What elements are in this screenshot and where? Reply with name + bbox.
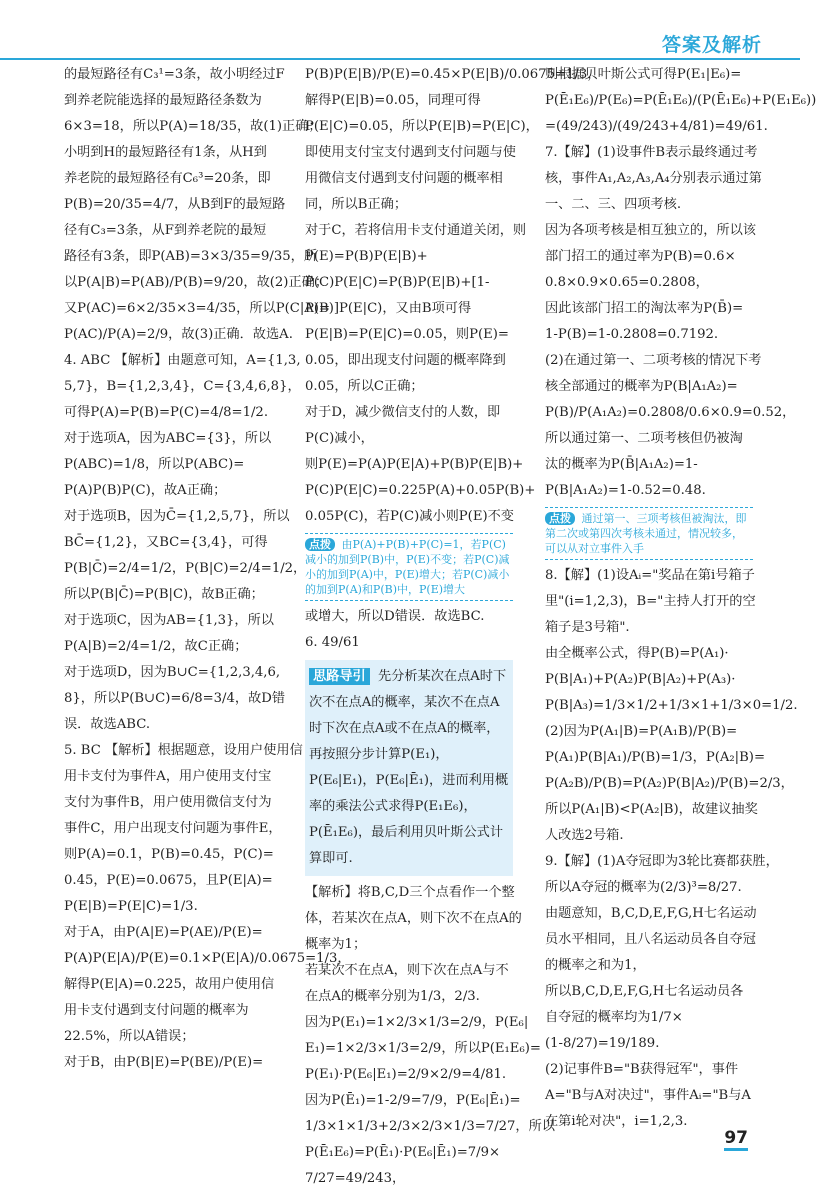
text-line: 22.5%，所以A错误； xyxy=(64,1029,195,1044)
text-line: P(B)P(E|B)/P(E)=0.45×P(E|B)/0.0675=1/3， xyxy=(305,67,601,82)
text-line: 对于C，若将信用卡支付通道关闭，则 xyxy=(305,223,527,238)
text-line: P(A)P(E|A)/P(E)=0.1×P(E|A)/0.0675=1/3， xyxy=(64,951,351,966)
text-line: P(B|A₃)=1/3×1/2+1/3×1+1/3×0=1/2. xyxy=(545,698,798,713)
text-line: 里"(i=1,2,3)，B="主持人打开的空 xyxy=(545,594,756,609)
text-line: 事件C，用户出现支付问题为事件E， xyxy=(64,821,282,836)
text-line: 则P(A)=0.1，P(B)=0.45，P(C)= xyxy=(64,847,274,862)
text-line: 所以B,C,D,E,F,G,H七名运动员各 xyxy=(545,984,744,999)
text-line: 径有C₃=3条，从F到养老院的最短 xyxy=(64,223,267,238)
text-line: 箱子是3号箱". xyxy=(545,620,630,635)
text-line: 用卡支付为事件A，用户使用支付宝 xyxy=(64,769,272,784)
text-line: 对于选项B，因为C̄={1,2,5,7}，所以 xyxy=(64,509,290,524)
text-line: (2)在通过第一、二项考核的情况下考 xyxy=(545,353,762,368)
text-line: P(B)/P(A₁A₂)=0.2808/0.6×0.9=0.52， xyxy=(545,405,796,420)
text-line: 员水平相同，且八名运动员各自夺冠 xyxy=(545,932,756,947)
text-line: 核全部通过的概率为P(B|A₁A₂)= xyxy=(545,379,738,394)
tip-box xyxy=(545,507,753,560)
text-line: 因此该部门招工的淘汰率为P(B̄)= xyxy=(545,301,744,316)
text-line: 部门招工的通过率为P(B)=0.6× xyxy=(545,249,736,264)
text-line: 0.05，即出现支付问题的概率降到 xyxy=(305,353,506,368)
text-line: 到养老院能选择的最短路径条数为 xyxy=(64,93,262,108)
page-header xyxy=(0,0,800,62)
text-line: 自夺冠的概率均为1/7× xyxy=(545,1010,683,1025)
text-line: P(Ē₁E₆)=P(Ē₁)·P(E₆|Ē₁)=7/9× xyxy=(305,1145,501,1160)
text-line: 0.05P(C)，若P(C)减小则P(E)不变 xyxy=(305,509,514,524)
tip-text: 通过第一、三项考核但被淘汰，即第二次或第四次考核未通过，情况较多，可以从对立事件入手 xyxy=(545,512,747,555)
text-line: 0.05，所以C正确； xyxy=(305,379,424,394)
tip-box xyxy=(305,533,513,601)
text-line: 7.【解】(1)设事件B表示最终通过考 xyxy=(545,145,758,160)
text-line: 因为各项考核是相互独立的，所以该 xyxy=(545,223,756,238)
text-line: 概率为1； xyxy=(305,937,367,952)
text-line: 5,7}，B={1,2,3,4}，C={3,4,6,8}， xyxy=(64,379,301,394)
header-divider xyxy=(0,58,800,60)
tip-tag: 点拨 xyxy=(545,512,575,525)
text-line: P(B|C̄)=2/4=1/2，P(B|C)=2/4=1/2， xyxy=(64,561,307,576)
text-line: 因为P(E₁)=1×2/3×1/3=2/9，P(E₆| xyxy=(305,1015,529,1030)
text-line: P(B|A₁)+P(A₂)P(B|A₂)+P(A₃)· xyxy=(545,672,736,687)
text-line: (2)记事件B="B获得冠军"，事件 xyxy=(545,1062,739,1077)
text-line: (2)因为P(A₁|B)=P(A₁B)/P(B)= xyxy=(545,724,738,739)
text-line: 8.【解】(1)设Aᵢ="奖品在第i号箱子 xyxy=(545,568,755,583)
page-title: 答案及解析 xyxy=(661,34,762,56)
text-line: 则P(E)=P(A)P(E|A)+P(B)P(E|B)+ xyxy=(305,457,524,472)
text-line: P(B|A₁A₂)=1-0.52=0.48. xyxy=(545,483,706,498)
text-line: 0.45，P(E)=0.0675，且P(E|A)= xyxy=(64,873,273,888)
text-line: P(B)]P(E|C)，又由B项可得 xyxy=(305,301,472,316)
text-line: P(E|B)=P(E|C)=1/3. xyxy=(64,899,198,914)
text-line: 在第i轮对决"，i=1,2,3. xyxy=(545,1114,688,1129)
text-line: 的概率之和为1， xyxy=(545,958,646,973)
text-line: A="B与A对决过"，事件Aᵢ="B与A xyxy=(545,1088,751,1103)
text-line: P(C)P(E|C)=0.225P(A)+0.05P(B)+ xyxy=(305,483,536,498)
text-line: BC̄={1,2}，又BC={3,4}，可得 xyxy=(64,535,268,550)
text-line: P(C)P(E|C)=P(B)P(E|B)+[1- xyxy=(305,275,490,290)
text-line: 在点A的概率分别为1/3，2/3. xyxy=(305,989,480,1004)
text-line: P(Ē₁E₆)/P(E₆)=P(Ē₁E₆)/(P(Ē₁E₆)+P(E₁E₆)) xyxy=(545,93,816,108)
text-line: 小明到H的最短路径有1条，从H到 xyxy=(64,145,267,160)
text-line: 所以A夺冠的概率为(2/3)³=8/27. xyxy=(545,880,742,895)
text-line: 所以P(A₁|B)<P(A₂|B)，故建议抽奖 xyxy=(545,802,758,817)
text-line: E₁)=1×2/3×1/3=2/9，所以P(E₁E₆)= xyxy=(305,1041,541,1056)
text-line: 用卡支付遇到支付问题的概率为 xyxy=(64,1003,249,1018)
text-line: P(ABC)=1/8，所以P(ABC)= xyxy=(64,457,245,472)
text-line: 则根据贝叶斯公式可得P(E₁|E₆)= xyxy=(545,67,742,82)
answer-text xyxy=(545,563,798,1135)
text-line: 对于选项C，因为AB={1,3}，所以 xyxy=(64,613,274,628)
text-line: P(A₁)P(B|A₁)/P(B)=1/3，P(A₂|B)= xyxy=(545,750,765,765)
text-line: P(E₁)·P(E₆|E₁)=2/9×2/9=4/81. xyxy=(305,1067,507,1082)
text-line: 若某次不在点A，则下次在点A与不 xyxy=(305,963,509,978)
answer-text xyxy=(305,604,513,656)
text-line: 因为P(Ē₁)=1-2/9=7/9，P(E₆|Ē₁)= xyxy=(305,1093,521,1108)
text-line: 对于B，由P(B|E)=P(BE)/P(E)= xyxy=(64,1055,264,1070)
column-right xyxy=(545,62,816,1135)
tip-text: 由P(A)+P(B)+P(C)=1，若P(C)减小的加到P(B)中，P(E)不变；若P(C)减小的加到P(A)中，P(E)增大；若P(C)减小的加到P(A)和P(B)中，P(E)增大 xyxy=(305,538,510,596)
text-line: P(A₂B)/P(B)=P(A₂)P(B|A₂)/P(B)=2/3， xyxy=(545,776,794,791)
text-line: 对于A，由P(A|E)=P(AE)/P(E)= xyxy=(64,925,263,940)
text-line: 由题意知，B,C,D,E,F,G,H七名运动 xyxy=(545,906,757,921)
text-line: 8}，所以P(B∪C)=6/8=3/4，故D错 xyxy=(64,691,286,706)
text-line: P(E|B)=P(E|C)=0.05，则P(E)= xyxy=(305,327,509,342)
tip-tag: 点拨 xyxy=(305,538,335,551)
text-line: 6. 49/61 xyxy=(305,635,360,650)
text-line: =(49/243)/(49/243+4/81)=49/61. xyxy=(545,119,768,134)
text-line: P(AC)/P(A)=2/9，故(3)正确．故选A. xyxy=(64,327,293,342)
text-line: 的最短路径有C₃¹=3条，故小明经过F xyxy=(64,67,285,82)
text-line: 1-P(B)=1-0.2808=0.7192. xyxy=(545,327,719,342)
answer-text xyxy=(305,880,555,1192)
text-line: 对于选项A，因为ABC={3}，所以 xyxy=(64,431,272,446)
text-line: P(E|C)=0.05，所以P(E|B)=P(E|C)， xyxy=(305,119,539,134)
text-line: 以P(A|B)=P(AB)/P(B)=9/20，故(2)正确； xyxy=(64,275,329,290)
text-line: 可得P(A)=P(B)=P(C)=4/8=1/2. xyxy=(64,405,269,420)
text-line: P(E)=P(B)P(E|B)+ xyxy=(305,249,428,264)
text-line: 1/3×1×1/3+2/3×2/3×1/3=7/27，所以 xyxy=(305,1119,555,1134)
text-line: 路径有3条，即P(AB)=3×3/35=9/35，所 xyxy=(64,249,318,264)
text-line: 核，事件A₁,A₂,A₃,A₄分别表示通过第 xyxy=(545,171,762,186)
text-line: 对于D，减少微信支付的人数，即 xyxy=(305,405,501,420)
text-line: 【解析】将B,C,D三个点看作一个整 xyxy=(305,885,515,900)
text-line: 同，所以B正确； xyxy=(305,197,408,212)
text-line: 或增大，所以D错误．故选BC. xyxy=(305,609,485,624)
text-line: 所以P(B|C̄)=P(B|C)，故B正确； xyxy=(64,587,264,602)
text-line: 人改选2号箱. xyxy=(545,828,624,843)
text-line: (1-8/27)=19/189. xyxy=(545,1036,660,1051)
text-line: 对于选项D，因为B∪C={1,2,3,4,6, xyxy=(64,665,281,680)
text-line: 由全概率公式，得P(B)=P(A₁)· xyxy=(545,646,729,661)
text-line: 7/27=49/243， xyxy=(305,1171,406,1186)
text-line: 所以通过第一、二项考核但仍被淘 xyxy=(545,431,743,446)
guide-box xyxy=(305,660,513,876)
guide-tag: 思路导引 xyxy=(309,668,370,685)
text-line: 又P(AC)=6×2/35×3=4/35，所以P(C|A)= xyxy=(64,301,331,316)
text-line: 4. ABC 【解析】由题意可知，A={1,3, xyxy=(64,353,301,368)
text-line: P(A)P(B)P(C)，故A正确； xyxy=(64,483,227,498)
text-line: 0.8×0.9×0.65=0.2808， xyxy=(545,275,709,290)
text-line: 解得P(E|A)=0.225，故用户使用信 xyxy=(64,977,275,992)
text-line: P(B)=20/35=4/7，从B到F的最短路 xyxy=(64,197,286,212)
text-line: 养老院的最短路径有C₆³=20条，即 xyxy=(64,171,271,186)
text-line: 汰的概率为P(B̄|A₁A₂)=1- xyxy=(545,457,698,472)
text-line: 一、二、三、四项考核. xyxy=(545,197,682,212)
text-line: 用微信支付遇到支付问题的概率相 xyxy=(305,171,503,186)
text-line: 支付为事件B，用户使用微信支付为 xyxy=(64,795,272,810)
text-line: 体，若某次在点A，则下次不在点A的 xyxy=(305,911,522,926)
text-line: 6×3=18，所以P(A)=18/35，故(1)正确； xyxy=(64,119,322,134)
text-line: P(A|B)=2/4=1/2，故C正确； xyxy=(64,639,248,654)
text-line: 即使用支付宝支付遇到支付问题与使 xyxy=(305,145,516,160)
text-line: 误．故选ABC. xyxy=(64,717,151,732)
text-line: 解得P(E|B)=0.05，同理可得 xyxy=(305,93,481,108)
guide-text: 先分析某次在点A时下次不在点A的概率，某次不在点A时下次在点A或不在点A的概率，再按照分步计算P(E₁)，P(E₆|E₁)，P(E₆|Ē₁)，进而利用概率的乘法公式求得P(E₁E₆)，P(Ē₁E₆)，最后利用贝叶斯公式计算即可. xyxy=(309,669,509,866)
text-line: 5. BC 【解析】根据题意，设用户使用信 xyxy=(64,743,303,758)
page-number: 97 xyxy=(724,1128,748,1151)
answer-text xyxy=(545,62,816,504)
text-line: 9.【解】(1)A夺冠即为3轮比赛都获胜， xyxy=(545,854,779,869)
text-line: P(C)减小， xyxy=(305,431,374,446)
